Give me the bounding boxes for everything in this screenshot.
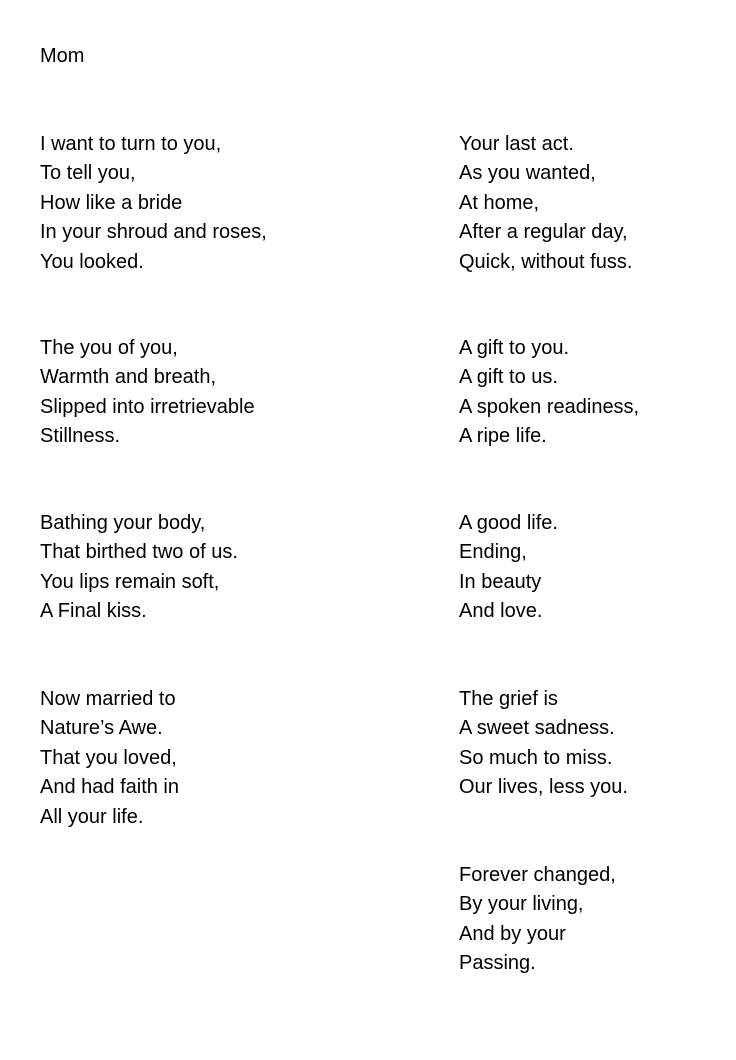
- poem-line: After a regular day,: [459, 221, 628, 244]
- poem-line: How like a bride: [40, 191, 183, 214]
- poem-line: Your last act.: [459, 133, 574, 155]
- poem-line: The grief is: [459, 688, 558, 710]
- poem-line: At home,: [459, 191, 540, 214]
- poem-line: Forever changed,: [459, 864, 616, 886]
- poem-title: Mom: [40, 45, 85, 67]
- poem-line: The you of you,: [40, 337, 178, 359]
- poem-line: A gift to us.: [459, 366, 558, 389]
- poem-line: Our lives, less you.: [459, 776, 628, 799]
- stanza: [459, 685, 628, 803]
- stanza: [459, 509, 558, 627]
- poem-line: A gift to you.: [459, 337, 570, 359]
- poem-line: Nature’s Awe.: [40, 717, 163, 740]
- stanza: [459, 334, 639, 452]
- poem-line: Slipped into irretrievable: [40, 395, 255, 418]
- poem-line: As you wanted,: [459, 162, 596, 185]
- stanza: [40, 334, 255, 452]
- poem-line: You lips remain soft,: [40, 570, 220, 593]
- poem-line: By your living,: [459, 893, 584, 916]
- poem-line: Quick, without fuss.: [459, 250, 633, 273]
- stanza: [40, 130, 267, 277]
- poem-line: A spoken readiness,: [459, 395, 640, 418]
- poem-line: Stillness.: [40, 425, 121, 448]
- poem-line: So much to miss.: [459, 746, 613, 769]
- poem-line: In your shroud and roses,: [40, 221, 267, 244]
- poem-line: Bathing your body,: [40, 512, 206, 534]
- poem-line: All your life.: [40, 805, 144, 828]
- stanza: [459, 861, 616, 979]
- poem-line: A good life.: [459, 512, 558, 534]
- stanza: [459, 130, 632, 277]
- poem-line: That you loved,: [40, 746, 177, 769]
- poem-line: And by your: [459, 922, 566, 945]
- poem-line: In beauty: [459, 570, 542, 593]
- poem-line: That birthed two of us.: [40, 541, 238, 564]
- poem-line: A sweet sadness.: [459, 717, 615, 740]
- poem-line: And love.: [459, 600, 543, 623]
- stanza: [40, 509, 238, 627]
- poem-line: You looked.: [40, 250, 144, 273]
- poem-line: Passing.: [459, 952, 536, 975]
- poem-line: Warmth and breath,: [40, 366, 217, 389]
- poem-line: A ripe life.: [459, 425, 547, 448]
- poem-line: Now married to: [40, 688, 176, 710]
- stanza: [40, 685, 179, 832]
- poem-line: To tell you,: [40, 162, 136, 185]
- poem-line: I want to turn to you,: [40, 133, 222, 155]
- poem-line: Ending,: [459, 541, 527, 564]
- poem-line: A Final kiss.: [40, 600, 147, 623]
- poem-line: And had faith in: [40, 776, 179, 799]
